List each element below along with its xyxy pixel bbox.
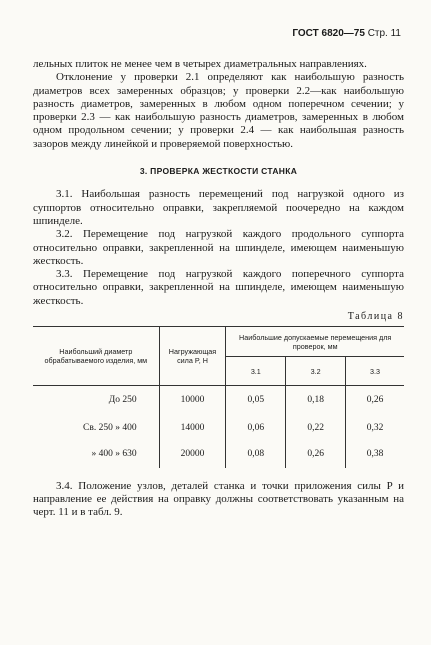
paragraph-deviation: Отклонение у проверки 2.1 определяют как наибольшую разность диаметров всех замеренных образцов; у проверки 2.2—как наибольшую разность диаметров, замеренных в любом одном поперечном сечении; у проверки 2.3 — как наибольшую разность диаметров, замеренных в любом одном продольном сечении; у проверки 2.4 — как наибольшая разность зазоров между линейкой и проверяемой поверхностью. [33, 71, 404, 150]
cell-force: 10000 [159, 386, 226, 416]
cell-check-3-3: 0,32 [346, 416, 404, 442]
stiffness-table [33, 326, 404, 468]
table-row [33, 386, 404, 416]
cell-force: 20000 [159, 442, 226, 468]
item-3-2: 3.2. Перемещение под нагрузкой каждого продольного суппорта относительно оправки, закрепленной на шпинделе, имеющем наименьшую жесткость. [33, 228, 404, 267]
table-row [33, 416, 404, 442]
header-force: Нагружающая сила P, Н [159, 327, 226, 386]
cell-check-3-3: 0,38 [346, 442, 404, 468]
header-displacements: Наибольшие допускаемые перемещения для проверок, мм [226, 327, 404, 357]
cell-check-3-2: 0,18 [286, 386, 346, 416]
paragraph-continuation: лельных плиток не менее чем в четырех диаметральных направлениях. [33, 58, 367, 70]
header-check-3-3: 3.3 [346, 357, 404, 386]
section-title: 3. ПРОВЕРКА ЖЕСТКОСТИ СТАНКА [139, 166, 298, 177]
table-row [33, 442, 404, 468]
standard-number: ГОСТ 6820—75 [292, 28, 365, 39]
cell-force: 14000 [159, 416, 226, 442]
table-caption: Таблица 8 [347, 311, 404, 323]
cell-diameter: » 400 » 630 [91, 449, 137, 460]
header-check-3-2: 3.2 [286, 357, 346, 386]
cell-diameter: До 250 [108, 395, 137, 406]
cell-diameter: Св. 250 » 400 [83, 423, 137, 434]
cell-check-3-3: 0,26 [346, 386, 404, 416]
page-header [292, 28, 401, 39]
cell-check-3-2: 0,22 [286, 416, 346, 442]
cell-check-3-2: 0,26 [286, 442, 346, 468]
header-diameter: Наибольший диаметр обрабатываемого изделия, мм [33, 327, 159, 386]
header-check-3-1: 3.1 [226, 357, 286, 386]
item-3-1: 3.1. Наибольшая разность перемещений под нагрузкой одного из суппортов относительно оправки, закрепляемой поочередно на каждом шпинделе. [33, 188, 404, 227]
cell-check-3-1: 0,05 [226, 386, 286, 416]
cell-check-3-1: 0,08 [226, 442, 286, 468]
document-body [33, 58, 404, 520]
page-number: Стр. 11 [367, 28, 401, 39]
item-3-4: 3.4. Положение узлов, деталей станка и точки приложения силы P и направление ее действия на оправку должны соответствовать указанным на черт. 11 и в табл. 9. [33, 479, 404, 519]
item-3-3: 3.3. Перемещение под нагрузкой каждого поперечного суппорта относительно оправки, закрепленной на шпинделе, имеющем наименьшую жесткость. [33, 268, 404, 307]
cell-check-3-1: 0,06 [226, 416, 286, 442]
